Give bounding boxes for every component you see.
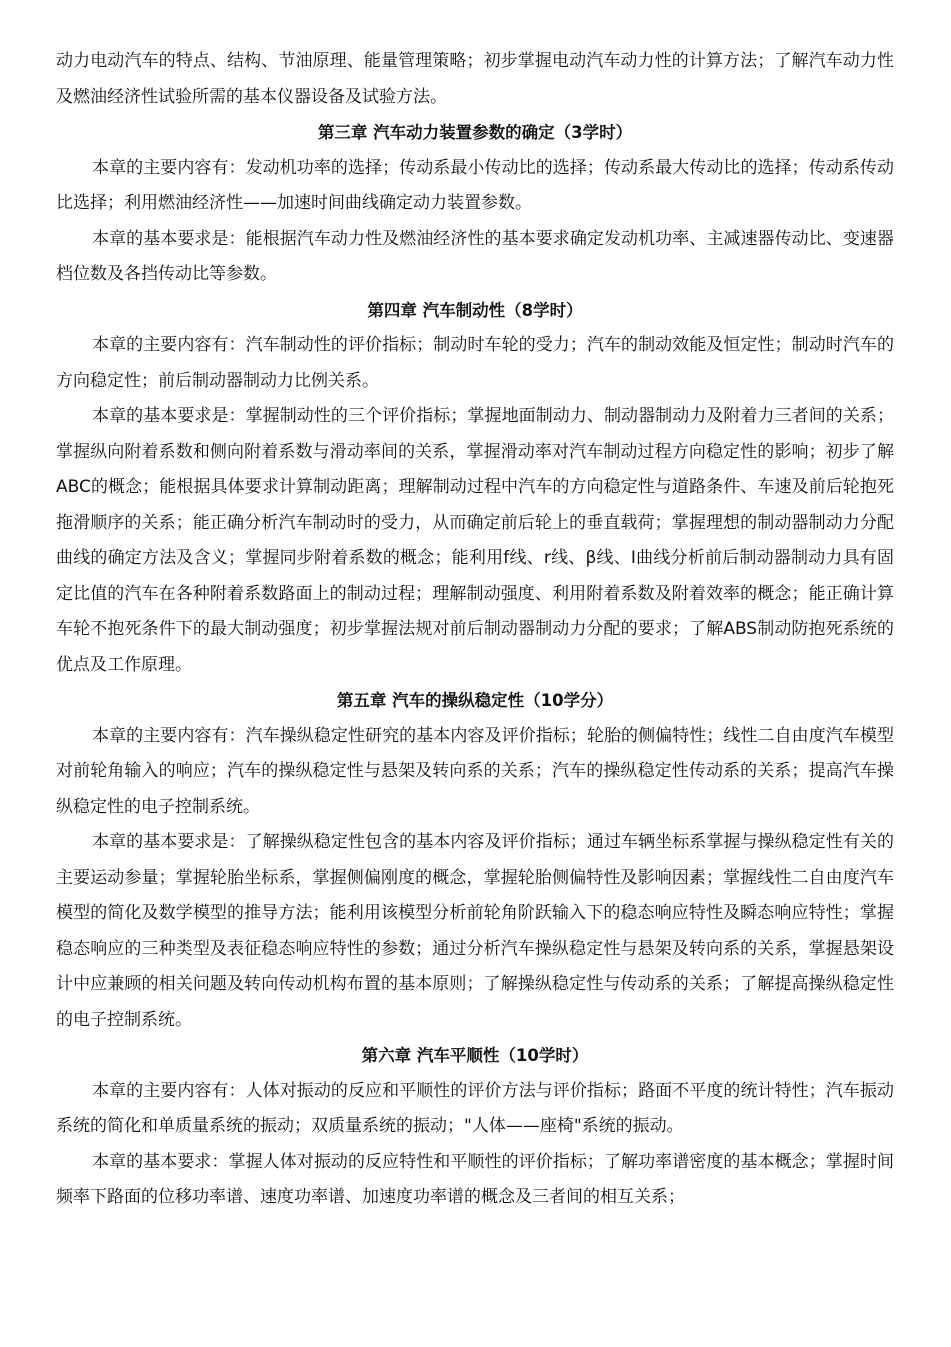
chapter-3-requirements: 本章的基本要求是：能根据汽车动力性及燃油经济性的基本要求确定发动机功率、主减速器传动比、变速器档位数及各挡传动比等参数。 bbox=[56, 228, 894, 284]
chapter-6-main-content: 本章的主要内容有：人体对振动的反应和平顺性的评价方法与评价指标；路面不平度的统计特性；汽车振动系统的简化和单质量系统的振动；双质量系统的振动；"人体——座椅"系统的振动。 bbox=[56, 1080, 894, 1136]
paragraph-continuation: 动力电动汽车的特点、结构、节油原理、能量管理策略；初步掌握电动汽车动力性的计算方法；了解汽车动力性及燃油经济性试验所需的基本仪器设备及试验方法。 bbox=[56, 51, 894, 107]
chapter-6-heading: 第六章 汽车平顺性（10学时） bbox=[361, 1046, 589, 1065]
chapter-4-heading: 第四章 汽车制动性（8学时） bbox=[367, 300, 583, 320]
chapter-3-main-content: 本章的主要内容有：发动机功率的选择；传动系最小传动比的选择；传动系最大传动比的选择；传动系传动比选择；利用燃油经济性——加速时间曲线确定动力装置参数。 bbox=[56, 157, 894, 213]
chapter-4-requirements: 本章的基本要求是：掌握制动性的三个评价指标；掌握地面制动力、制动器制动力及附着力三者间的关系；掌握纵向附着系数和侧向附着系数与滑动率间的关系，掌握滑动率对汽车制动过程方向稳定性的影响；初步了解ABC的概念；能根据具体要求计算制动距离；理解制动过程中汽车的方向稳定性与道路条件、车速及前后轮抱死拖滑顺序的关系；能正确分析汽车制动时的受力，从而确定前后轮上的垂直载荷；掌握理想的制动器制动力分配曲线的确定方法及含义；掌握同步附着系数的概念；能利用f线、r线、β线、I曲线分析前后制动器制动力具有固定比值的汽车在各种附着系数路面上的制动过程；理解制动强度、利用附着系数及附着效率的概念；能正确计算车轮不抱死条件下的最大制动强度；初步掌握法规对前后制动器制动力分配的要求；了解ABS制动防抱死系统的优点及工作原理。 bbox=[56, 406, 894, 675]
chapter-5-heading: 第五章 汽车的操纵稳定性（10学分） bbox=[336, 691, 614, 710]
chapter-5-main-content: 本章的主要内容有：汽车操纵稳定性研究的基本内容及评价指标；轮胎的侧偏特性；线性二自由度汽车模型对前轮角输入的响应；汽车的操纵稳定性与悬架及转向系的关系；汽车的操纵稳定性传动系的关系；提高汽车操纵稳定性的电子控制系统。 bbox=[56, 725, 894, 817]
chapter-5-requirements: 本章的基本要求是：了解操纵稳定性包含的基本内容及评价指标；通过车辆坐标系掌握与操纵稳定性有关的主要运动参量；掌握轮胎坐标系，掌握侧偏刚度的概念，掌握轮胎侧偏特性及影响因素；掌握线性二自由度汽车模型的简化及数学模型的推导方法；能利用该模型分析前轮角阶跃输入下的稳态响应特性及瞬态响应特性；掌握稳态响应的三种类型及表征稳态响应特性的参数；通过分析汽车操纵稳定性与悬架及转向系的关系，掌握悬架设计中应兼顾的相关问题及转向传动机构布置的基本原则；了解操纵稳定性与传动系的关系；了解提高操纵稳定性的电子控制系统。 bbox=[56, 832, 894, 1030]
document-page bbox=[56, 44, 894, 1216]
chapter-4-main-content: 本章的主要内容有：汽车制动性的评价指标；制动时车轮的受力；汽车的制动效能及恒定性；制动时汽车的方向稳定性；前后制动器制动力比例关系。 bbox=[56, 335, 894, 391]
chapter-6-requirements: 本章的基本要求：掌握人体对振动的反应特性和平顺性的评价指标；了解功率谱密度的基本概念；掌握时间频率下路面的位移功率谱、速度功率谱、加速度功率谱的概念及三者间的相互关系； bbox=[56, 1151, 894, 1207]
chapter-3-heading: 第三章 汽车动力装置参数的确定（3学时） bbox=[317, 123, 633, 142]
